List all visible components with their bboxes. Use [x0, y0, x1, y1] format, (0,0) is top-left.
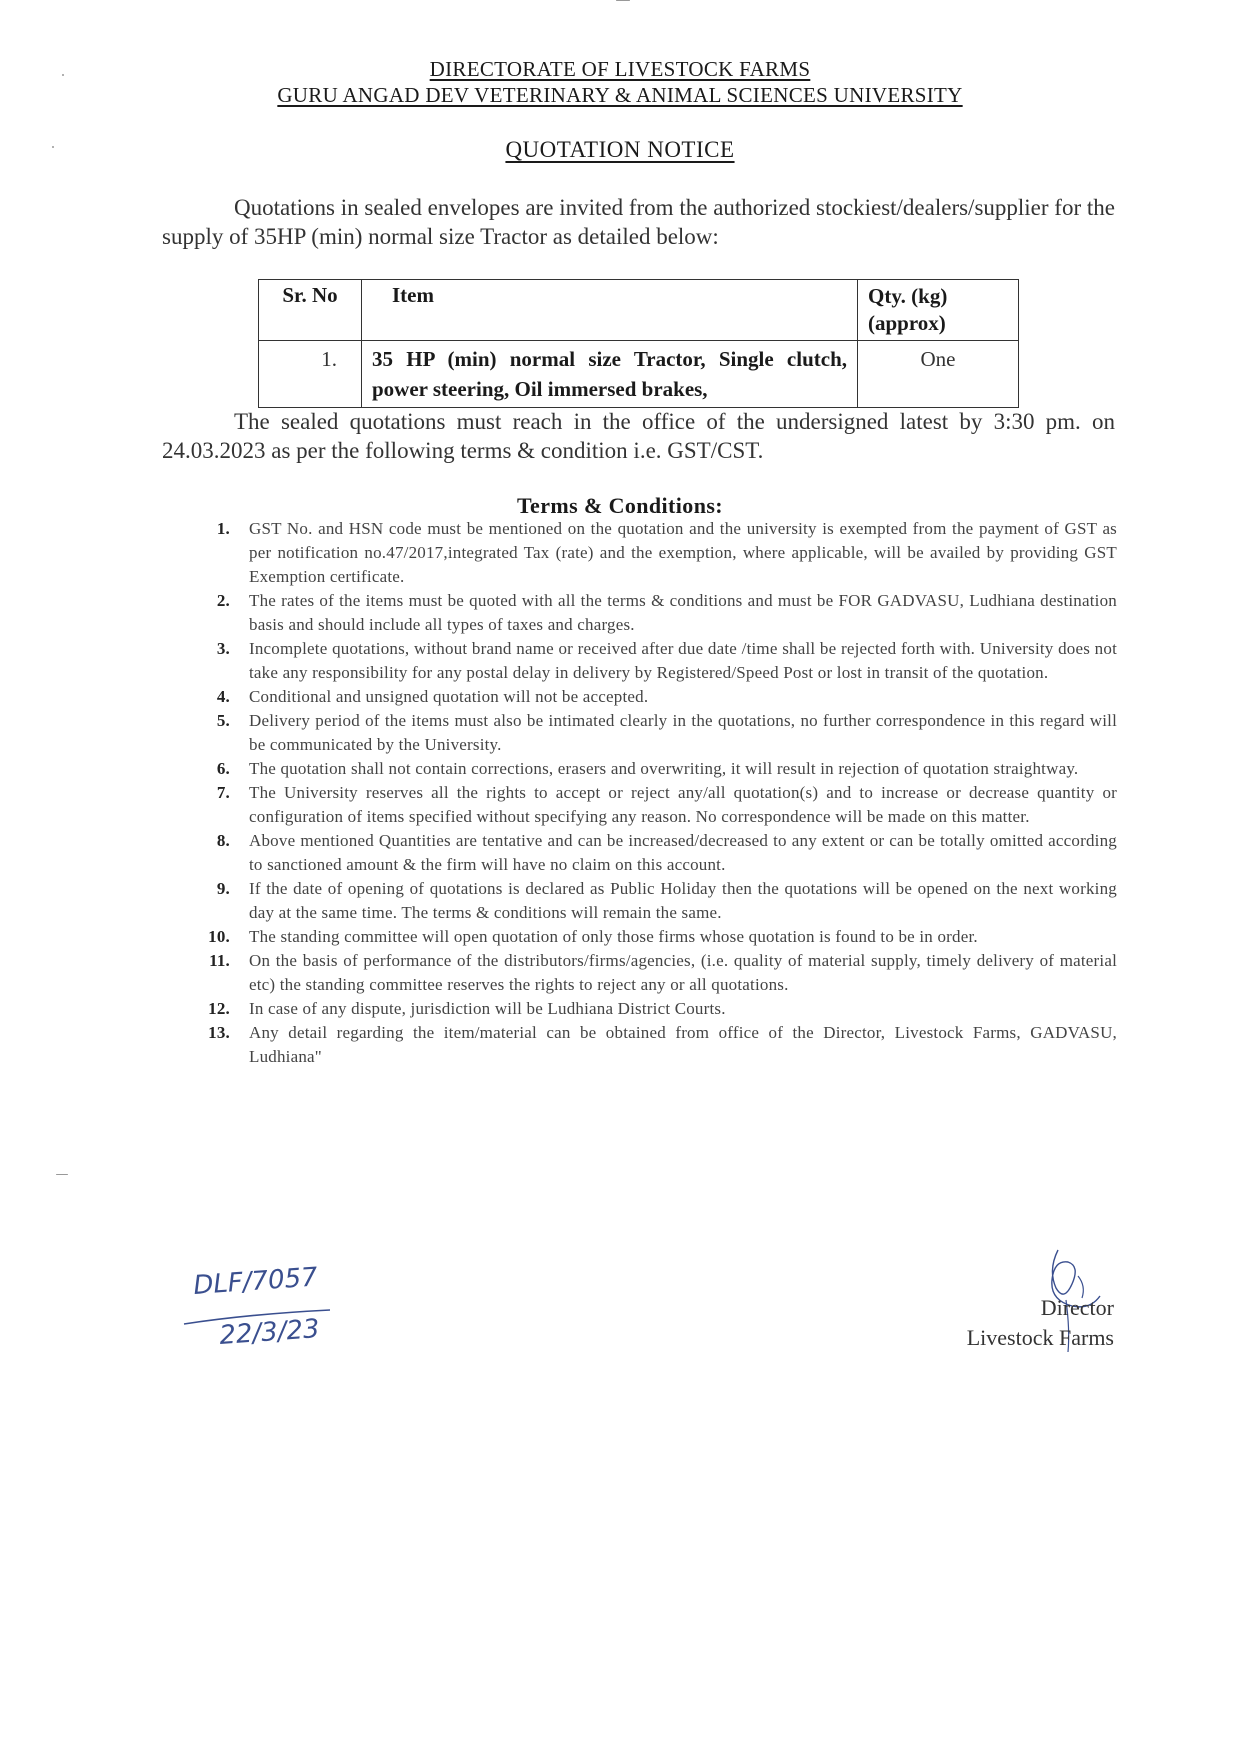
terms-heading: Terms & Conditions: — [516, 493, 724, 518]
term-item — [200, 757, 1117, 781]
term-text: In case of any dispute, jurisdiction will be Ludhiana District Courts. — [249, 999, 726, 1018]
scan-speck — [52, 146, 54, 148]
term-text: Conditional and unsigned quotation will not be accepted. — [249, 687, 649, 706]
scan-speck — [62, 74, 64, 76]
cell-sr-no: 1. — [259, 341, 362, 408]
term-number: 6. — [216, 759, 230, 778]
term-text: Any detail regarding the item/material can be obtained from office of the Director, Livestock Farms, GADVASU, Ludhiana" — [249, 1023, 1117, 1066]
signatory-office: Livestock Farms — [966, 1325, 1114, 1350]
term-item — [200, 925, 1117, 949]
term-item — [200, 1021, 1117, 1069]
term-number: 13. — [208, 1023, 230, 1042]
signatory-block — [967, 1293, 1114, 1353]
terms-list — [200, 517, 1117, 1069]
term-text: If the date of opening of quotations is declared as Public Holiday then the quotations will be opened on the next working day at the same time. The terms & conditions will remain the same. — [249, 879, 1117, 922]
intro-paragraph: Quotations in sealed envelopes are invited from the authorized stockiest/dealers/supplier for the supply of 35HP (min) normal size Tractor as detailed below: — [162, 195, 1115, 249]
term-number: 3. — [216, 639, 230, 658]
deadline-paragraph: The sealed quotations must reach in the office of the undersigned latest by 3:30 pm. on 24.03.2023 as per the following terms & condition i.e. GST/CST. — [162, 409, 1115, 463]
header-qty: Qty. (kg) (approx) — [858, 280, 1019, 341]
header-item: Item — [362, 280, 858, 341]
scan-speck — [56, 1174, 68, 1175]
table-header-row — [259, 280, 1019, 341]
document-header — [160, 56, 1080, 108]
cell-qty: One — [858, 341, 1019, 408]
signatory-title: Director — [1040, 1295, 1114, 1320]
table-row — [259, 341, 1019, 408]
term-number: 5. — [216, 711, 230, 730]
term-number: 7. — [216, 783, 230, 802]
term-text: The quotation shall not contain corrections, erasers and overwriting, it will result in rejection of quotation straightway. — [249, 759, 1079, 778]
term-number: 11. — [209, 951, 230, 970]
term-number: 10. — [208, 927, 230, 946]
term-item — [200, 829, 1117, 877]
cell-item: 35 HP (min) normal size Tractor, Single clutch, power steering, Oil immersed brakes, — [362, 341, 858, 408]
term-item — [200, 949, 1117, 997]
term-text: GST No. and HSN code must be mentioned on the quotation and the university is exempted from the payment of GST as per notification no.47/2017,integrated Tax (rate) and the exemption, where applicable, will be availed by providing GST Exemption certificate. — [249, 519, 1117, 586]
header-university: GURU ANGAD DEV VETERINARY & ANIMAL SCIENCES UNIVERSITY — [277, 83, 963, 107]
term-text: The rates of the items must be quoted with all the terms & conditions and must be FOR GADVASU, Ludhiana destination basis and should include all types of taxes and charges. — [249, 591, 1117, 634]
term-item — [200, 877, 1117, 925]
notice-title: QUOTATION NOTICE — [505, 137, 735, 162]
term-text: The standing committee will open quotation of only those firms whose quotation is found to be in order. — [249, 927, 978, 946]
term-number: 8. — [216, 831, 230, 850]
term-item — [200, 589, 1117, 637]
term-number: 1. — [216, 519, 230, 538]
term-text: Above mentioned Quantities are tentative and can be increased/decreased to any extent or can be totally omitted according to sanctioned amount & the firm will have no claim on this account. — [249, 831, 1117, 874]
term-number: 9. — [216, 879, 230, 898]
term-number: 4. — [216, 687, 230, 706]
handwritten-date: 22/3/23 — [218, 1314, 321, 1351]
term-item — [200, 997, 1117, 1021]
term-text: The University reserves all the rights to accept or reject any/all quotation(s) and to increase or decrease quantity or configuration of items specified without specifying any reason. No correspondence will be made on this matter. — [249, 783, 1117, 826]
term-item — [200, 517, 1117, 589]
term-item — [200, 637, 1117, 685]
header-sr-no: Sr. No — [259, 280, 362, 341]
term-text: Incomplete quotations, without brand name or received after due date /time shall be rejected forth with. University does not take any responsibility for any postal delay in delivery by Registered/Speed Post or lost in transit of the quotation. — [249, 639, 1117, 682]
term-item — [200, 685, 1117, 709]
handwritten-ref-number: DLF/7057 — [192, 1262, 319, 1301]
scan-speck — [616, 0, 630, 1]
header-directorate: DIRECTORATE OF LIVESTOCK FARMS — [429, 57, 811, 81]
term-number: 12. — [208, 999, 230, 1018]
items-table — [258, 279, 1019, 408]
handwritten-reference — [180, 1262, 380, 1352]
term-text: Delivery period of the items must also be intimated clearly in the quotations, no further correspondence in this regard will be communicated by the University. — [249, 711, 1117, 754]
term-item — [200, 781, 1117, 829]
term-item — [200, 709, 1117, 757]
term-text: On the basis of performance of the distributors/firms/agencies, (i.e. quality of material supply, timely delivery of material etc) the standing committee reserves the rights to reject any or all quotations. — [249, 951, 1117, 994]
term-number: 2. — [216, 591, 230, 610]
